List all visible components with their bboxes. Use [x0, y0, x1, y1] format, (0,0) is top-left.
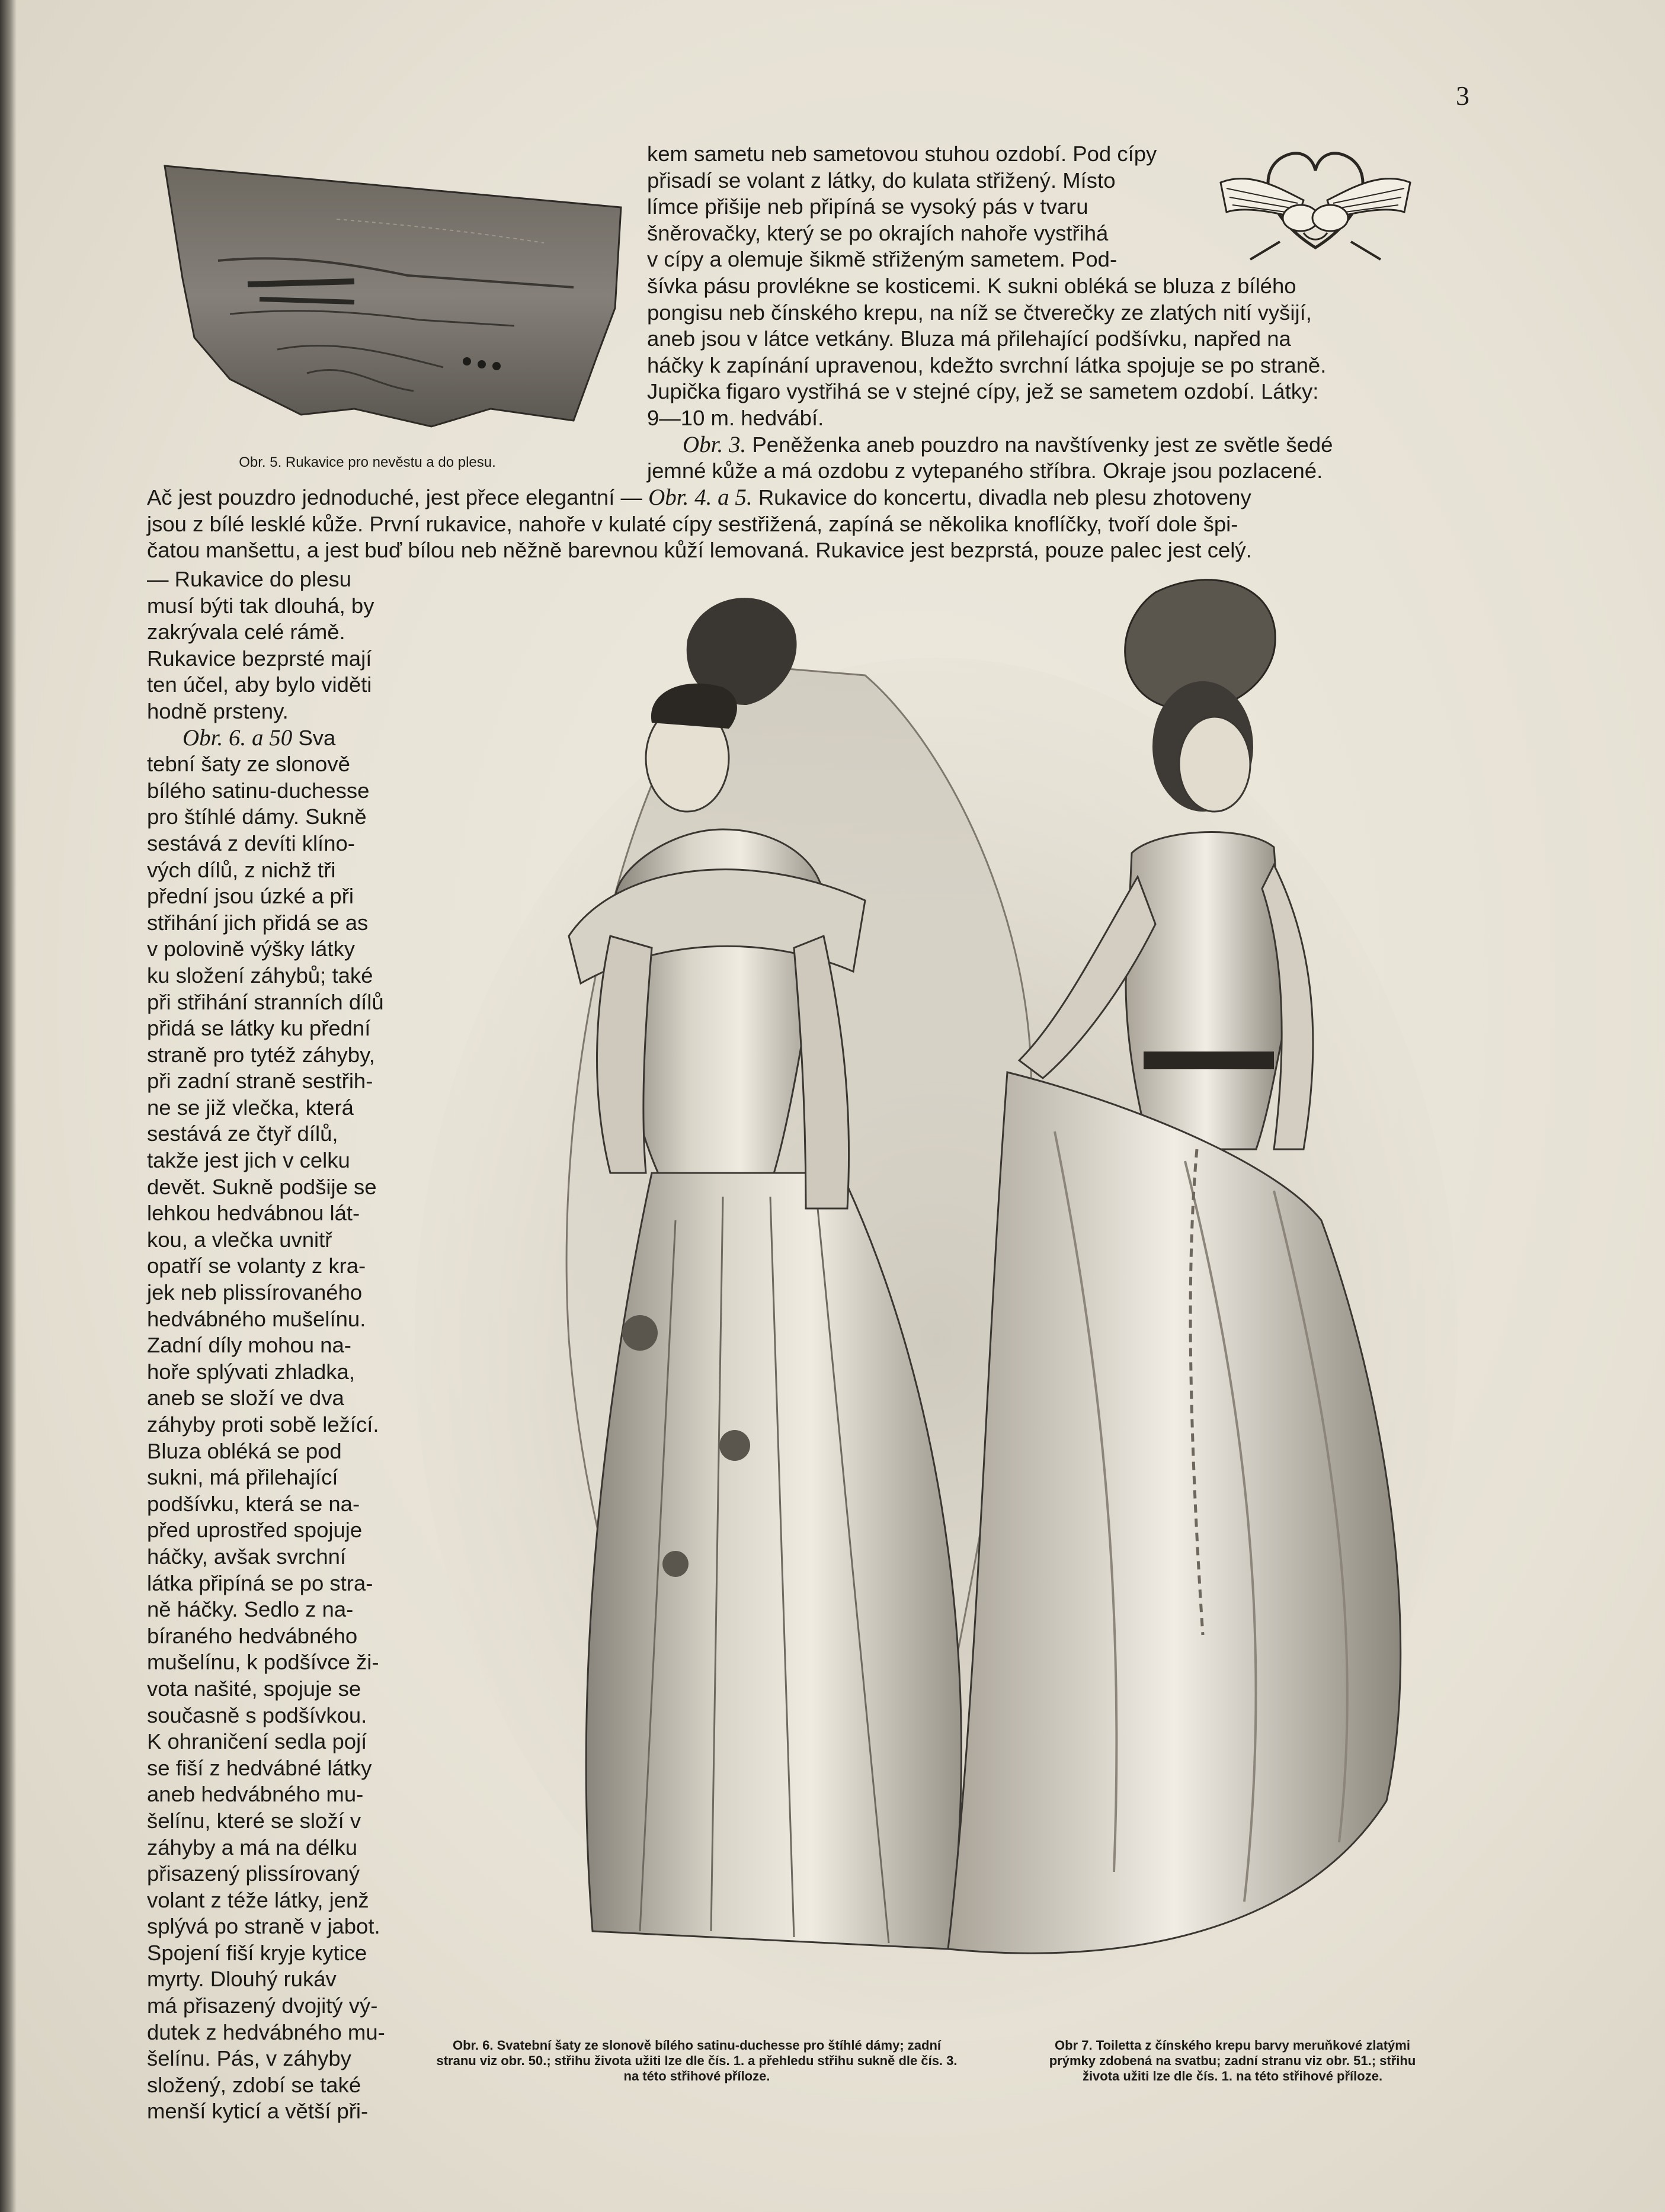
text-line: sestává ze čtyř dílů,	[147, 1121, 338, 1146]
text-line: přisadí se volant z látky, do kulata střižený. Místo	[647, 168, 1116, 193]
obr3-reference: Obr. 3.	[683, 431, 747, 457]
text-line: ten účel, aby bylo viděti	[147, 672, 372, 697]
text-line: podšívku, která se na-	[147, 1491, 360, 1516]
text-line: hedvábného mušelínu.	[147, 1306, 366, 1331]
text-line: volant z téže látky, jenž	[147, 1887, 369, 1912]
text-line: pro štíhlé dámy. Sukně	[147, 804, 367, 829]
text-line: 9—10 m. hedvábí.	[647, 405, 824, 430]
text-line: sukni, má přilehající	[147, 1465, 338, 1490]
text-line: složený, zdobí se také	[147, 2072, 361, 2097]
text-line: musí býti tak dlouhá, by	[147, 593, 374, 618]
text-line: před uprostřed spojuje	[147, 1518, 363, 1543]
text-line: — Rukavice do plesu	[147, 567, 351, 591]
text-line: aneb hedvábného mu-	[147, 1782, 364, 1807]
text-line	[147, 485, 1445, 511]
left-column-body	[147, 751, 405, 2125]
text-line: K ohraničení sedla pojí	[147, 1729, 367, 1754]
text-line: mušelínu, k podšívce ži-	[147, 1650, 379, 1675]
obr6-reference: Obr. 6. a 50	[182, 724, 293, 751]
text-line: háčky, avšak svrchní	[147, 1544, 347, 1569]
text-segment: Ač jest pouzdro jednoduché, jest přece elegantní —	[147, 485, 642, 509]
text-line: Spojení fiší kryje kytice	[147, 1940, 367, 1965]
text-line: pongisu neb čínského krepu, na níž se čtverečky ze zlatých nití vyšijí,	[647, 300, 1312, 325]
caption-obr7: Obr 7. Toiletta z čínského krepu barvy meruňkové zlatými prýmky zdobená na svatbu; zadní stranu viz obr. 51.; střihu života užiti lze dle čís. 1. na této střihové příloze.	[1049, 2038, 1416, 2083]
text-line: látka připíná se po stra-	[147, 1570, 373, 1595]
text-line: devět. Sukně podšije se	[147, 1174, 377, 1199]
text-line: Rukavice bezprsté mají	[147, 646, 372, 671]
obr3-paragraph	[647, 432, 1458, 459]
text-line: hoře splývati zhladka,	[147, 1359, 355, 1384]
text-line: splývá po straně v jabot.	[147, 1914, 380, 1939]
text-line: přidá se látky ku přední	[147, 1016, 371, 1041]
text-line: hodně prsteny.	[147, 698, 289, 723]
text-line: aneb se složí ve dva	[147, 1386, 344, 1410]
wedding-dresses-illustration	[415, 569, 1458, 2026]
text-line: Jupička figaro vystřihá se v stejné cípy, jež se sametem ozdobí. Látky:	[647, 379, 1319, 404]
text-line: opatří se volanty z kra-	[147, 1254, 366, 1278]
caption-obr6: Obr. 6. Svatební šaty ze slonově bílého satinu-duchesse pro štíhlé dámy; zadní stranu viz obr. 50.; střihu života užiti lze dle čís. 1. a přehledu střihu sukně dle čís. 3. na této střihové příloze.	[436, 2038, 958, 2083]
text-line: bíraného hedvábného	[147, 1623, 358, 1648]
text-line: při střihání stranních dílů	[147, 989, 384, 1014]
text-line: jsou z bílé lesklé kůže. První rukavice, nahoře v kulaté cípy sestřižená, zapíná se několika knoflíčky, tvoří dole špi-	[147, 511, 1238, 536]
text-line: kem sametu neb sametovou stuhou ozdobí. Pod cípy	[647, 142, 1157, 166]
text-line: záhyby proti sobě ležící.	[147, 1412, 379, 1437]
text-line: dutek z hedvábného mu-	[147, 2019, 385, 2044]
gloves-engraving	[159, 160, 627, 438]
left-column-intro	[147, 566, 405, 725]
article-top-block	[647, 141, 1458, 485]
text-line: při zadní straně sestřih-	[147, 1069, 373, 1094]
text-line: ne se již vlečka, která	[147, 1095, 354, 1120]
text-line: přisazený plissírovaný	[147, 1861, 360, 1886]
caption-obr5: Obr. 5. Rukavice pro nevěstu a do plesu.	[239, 454, 496, 470]
page-number: 3	[1456, 81, 1469, 111]
text-line: lehkou hedvábnou lát-	[147, 1201, 360, 1226]
text-line: čatou manšettu, a jest buď bílou neb něžně barevnou kůží lemovaná. Rukavice jest bezprstá, pouze palec jest celý.	[147, 538, 1252, 563]
text-line: kou, a vlečka uvnitř	[147, 1227, 332, 1252]
text-line: vota našité, spojuje se	[147, 1676, 361, 1701]
text-segment: Rukavice do koncertu, divadla neb plesu zhotoveny	[758, 485, 1251, 509]
bridesmaid-bodice	[1126, 832, 1286, 1149]
glove-illustration	[159, 160, 627, 438]
text-line: šívka pásu provlékne se kosticemi. K sukni obléká se bluza z bílého	[647, 273, 1296, 298]
text-line: menší kyticí a větší při-	[147, 2099, 369, 2124]
text-line: ně háčky. Sedlo z na-	[147, 1597, 354, 1622]
text-line: Peněženka aneb pouzdro na navštívenky jest ze světle šedé	[752, 432, 1333, 457]
text-line: tební šaty ze slonově	[147, 752, 350, 777]
text-line: šelínu, které se složí v	[147, 1808, 361, 1833]
text-line: aneb jsou v látce vetkány. Bluza má přilehající podšívku, napřed na	[647, 326, 1291, 351]
text-line: sestává z devíti klíno-	[147, 831, 355, 855]
obr4-5-reference: Obr. 4. a 5.	[648, 485, 753, 510]
text-line: v polovině výšky látky	[147, 937, 355, 961]
fashion-engraving	[415, 569, 1458, 2026]
text-line: straně pro tytéž záhyby,	[147, 1042, 375, 1067]
text-line: límce přišije neb připíná se vysoký pás v tvaru	[647, 194, 1088, 219]
text-line: současně s podšívkou.	[147, 1703, 367, 1727]
text-line: záhyby a má na délku	[147, 1835, 358, 1860]
text-line: myrty. Dlouhý rukáv	[147, 1967, 337, 1992]
text-line: jemné kůže a má ozdobu z vytepaného stříbra. Okraje jsou pozlacené.	[647, 459, 1323, 483]
text-line: vých dílů, z nichž tři	[147, 857, 336, 882]
text-line: Bluza obléká se pod	[147, 1438, 342, 1463]
text-line: šelínu. Pás, v záhyby	[147, 2046, 351, 2071]
text-line: ku složení záhybů; také	[147, 963, 373, 988]
text-line: zakrývala celé rámě.	[147, 620, 345, 645]
text-line: jek neb plissírovaného	[147, 1280, 363, 1305]
text-line: Zadní díly mohou na-	[147, 1333, 351, 1358]
text-line: takže jest jich v celku	[147, 1148, 350, 1173]
text-line: háčky k zapínání upravenou, kdežto svrchní látka spojuje se po straně.	[647, 352, 1327, 377]
text-segment: Sva	[298, 725, 336, 750]
article-full-width-block	[147, 485, 1445, 564]
binding-shadow	[0, 0, 17, 2212]
text-line: střihání jich přidá se as	[147, 910, 369, 935]
text-line: v cípy a olemuje šikmě střiženým sametem. Pod-	[647, 247, 1118, 272]
text-line: přední jsou úzké a při	[147, 884, 354, 909]
obr6-paragraph-start	[147, 725, 405, 752]
text-line: má přisazený dvojitý vý-	[147, 1993, 378, 2018]
text-line: šněrovačky, který se po okrajích nahoře vystřihá	[647, 220, 1109, 245]
article-left-column	[147, 566, 405, 2125]
text-line: se fiší z hedvábné látky	[147, 1755, 372, 1780]
text-line: bílého satinu-duchesse	[147, 778, 370, 803]
bride-arm-left	[597, 936, 652, 1173]
